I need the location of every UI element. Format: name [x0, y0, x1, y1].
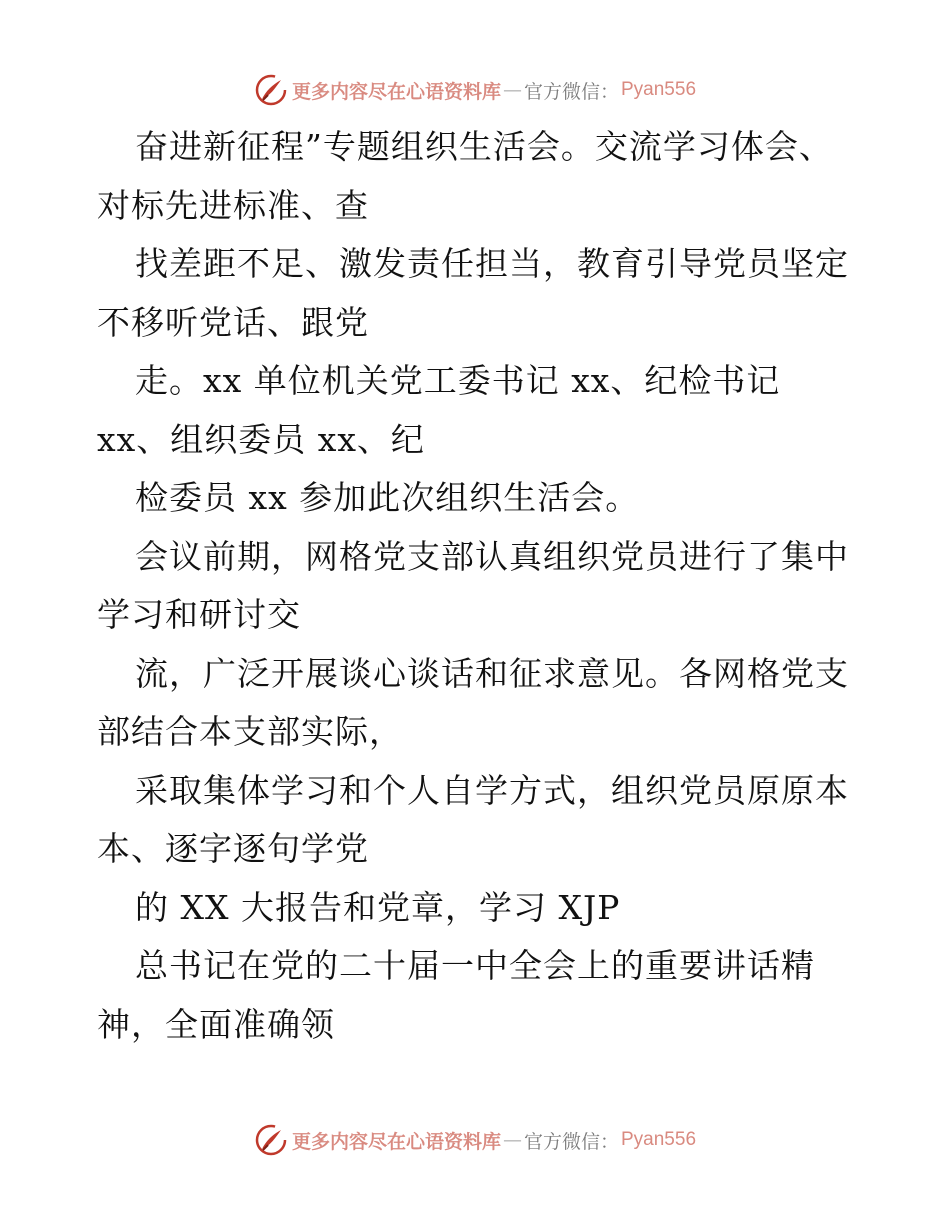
text-line: 采取集体学习和个人自学方式，组织党员原原本: [135, 770, 849, 810]
text-line: 不移听党话、跟党: [97, 302, 369, 342]
watermark-label: 官方微信：: [523, 80, 619, 103]
text-line: 流，广泛开展谈心谈话和征求意见。各网格党支: [135, 653, 849, 693]
footer-watermark: [0, 1120, 950, 1160]
document-body: [97, 118, 857, 1054]
text-line: 学习和研讨交: [97, 595, 301, 634]
text-line: 本、逐字逐句学党: [97, 829, 369, 868]
text-line: 检委员 xx 参加此次组织生活会。: [135, 478, 640, 517]
header-watermark: [0, 70, 950, 110]
quill-logo-icon: [254, 73, 288, 107]
text-line: 会议前期，网格党支部认真组织党员进行了集中: [135, 536, 849, 576]
watermark-dash: —: [502, 1129, 522, 1151]
watermark-brand: 更多内容尽在心语资料库: [291, 80, 501, 103]
watermark-wechat-id: Pyan556: [621, 1129, 697, 1150]
watermark-wechat-id: Pyan556: [621, 79, 697, 100]
watermark-brand: 更多内容尽在心语资料库: [291, 1130, 501, 1153]
text-line: 奋进新征程”专题组织生活会。交流学习体会、: [135, 127, 833, 166]
text-line: 找差距不足、激发责任担当，教育引导党员坚定: [135, 244, 849, 283]
watermark-dash: —: [502, 79, 522, 101]
watermark-label: 官方微信：: [523, 1130, 619, 1153]
quill-logo-icon: [254, 1123, 288, 1157]
text-line: 走。xx 单位机关党工委书记 xx、纪检书记: [135, 361, 781, 400]
text-line: 总书记在党的二十届一中全会上的重要讲话精: [135, 946, 815, 985]
text-line: 神，全面准确领: [97, 1004, 335, 1044]
text-line: 对标先进标准、查: [97, 185, 369, 225]
text-line: xx、组织委员 xx、纪: [97, 419, 425, 459]
text-line: 部结合本支部实际，: [97, 712, 403, 751]
text-line: 的 XX 大报告和党章，学习 XJP: [135, 887, 621, 927]
